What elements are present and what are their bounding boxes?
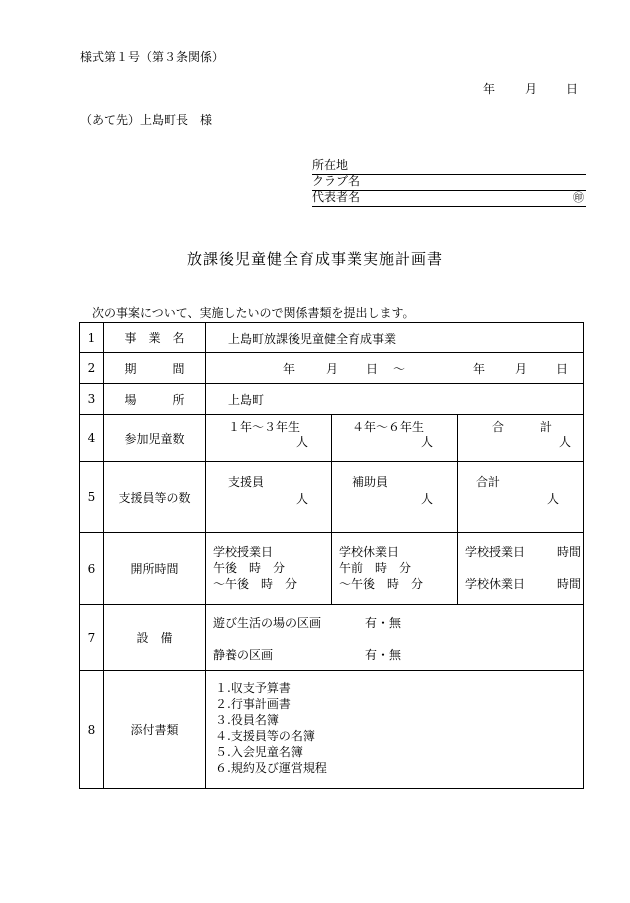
unit-people: 人 [421,435,434,449]
row-facilities [80,605,584,671]
facilities-value[interactable] [206,605,584,671]
row-staff [80,462,584,533]
assistant-label: 補助員 [352,475,389,489]
row-label: 開所時間 [104,533,206,605]
row-number: 4 [80,415,104,462]
row-period [80,353,584,384]
staff-count-cells [206,462,584,533]
row-number: 5 [80,462,104,533]
row-label: 参加児童数 [104,415,206,462]
play-area-option[interactable]: 有・無 [365,616,402,630]
close-time: ～午後 時 分 [213,577,298,591]
school-day-label: 学校授業日 [465,545,526,559]
row-label: 添付書類 [104,671,206,789]
holiday-label: 学校休業日 [465,577,526,591]
grade-1-3-label: １年～３年生 [228,420,301,434]
attachment-item: ３.役員名簿 [215,713,279,727]
project-name-text: 上島町放課後児童健全育成事業 [228,331,397,346]
row-number: 2 [80,353,104,384]
rest-area-label: 静養の区画 [213,648,274,662]
open-time: 午後 時 分 [213,561,286,575]
children-total-label: 合 計 [492,420,553,434]
form-number: 様式第１号（第３条関係） [80,50,225,64]
period-start-day: 日 [366,362,379,376]
attachments-list [206,671,584,789]
attachment-item: ５.入会児童名簿 [215,745,303,759]
row-label: 支援員等の数 [104,462,206,533]
staff-total-label: 合計 [476,475,501,489]
children-total-cell[interactable] [457,415,583,461]
row-project-name [80,323,584,353]
seal-mark: ㊞ [573,191,584,204]
school-day-label: 学校授業日 [213,545,274,559]
addressee: （あて先）上島町長 様 [80,113,213,127]
period-end-day: 日 [556,362,569,376]
period-tilde: ～ [393,362,406,376]
holiday-label: 学校休業日 [339,545,400,559]
children-count-cells [206,415,584,462]
grade-4-6-label: ４年～６年生 [352,420,425,434]
period-value[interactable] [206,353,584,384]
location-label: 所在地 [312,158,349,172]
supporter-cell[interactable] [206,462,331,532]
close-time: ～午後 時 分 [339,577,424,591]
staff-total-cell[interactable] [457,462,583,532]
attachment-item: ４.支援員等の名簿 [215,729,315,743]
play-area-label: 遊び生活の場の区画 [213,616,322,630]
attachment-item: ２.行事計画書 [215,697,291,711]
row-label: 期 間 [104,353,206,384]
plan-table [79,322,584,789]
row-label: 事 業 名 [104,323,206,353]
grade-1-3-cell[interactable] [206,415,331,461]
row-children [80,415,584,462]
place-value[interactable] [206,384,584,415]
date-day: 日 [566,82,579,96]
unit-people: 人 [296,435,309,449]
row-number: 8 [80,671,104,789]
row-hours [80,533,584,605]
place-text: 上島町 [228,393,265,407]
unit-people: 人 [421,492,434,506]
row-number: 6 [80,533,104,605]
open-time: 午前 時 分 [339,561,412,575]
row-number: 1 [80,323,104,353]
hours-cells [206,533,584,605]
period-start-year: 年 [283,362,296,376]
project-name-value[interactable] [206,323,584,353]
unit-people: 人 [559,435,572,449]
rest-area-option[interactable]: 有・無 [365,648,402,662]
row-place [80,384,584,415]
attachment-item: ６.規約及び運営規程 [215,761,327,775]
supporter-label: 支援員 [228,475,265,489]
row-attachments [80,671,584,789]
intro-text: 次の事案について、実施したいので関係書類を提出します。 [92,306,415,320]
period-start-month: 月 [326,362,339,376]
hours-unit: 時間 [557,577,582,591]
total-hours-cell[interactable] [457,533,583,604]
period-end-year: 年 [473,362,486,376]
period-end-month: 月 [515,362,528,376]
row-label: 設 備 [104,605,206,671]
grade-4-6-cell[interactable] [331,415,457,461]
assistant-cell[interactable] [331,462,457,532]
document-title: 放課後児童健全育成事業実施計画書 [186,250,443,268]
attachment-item: １.収支予算書 [215,681,291,695]
school-day-hours-cell[interactable] [206,533,331,604]
holiday-hours-cell[interactable] [331,533,457,604]
date-year: 年 [483,82,496,96]
unit-people: 人 [547,492,560,506]
unit-people: 人 [296,492,309,506]
date-month: 月 [525,82,538,96]
row-number: 3 [80,384,104,415]
row-number: 7 [80,605,104,671]
representative-line[interactable] [312,190,586,207]
representative-label: 代表者名 [312,190,361,204]
club-name-label: クラブ名 [312,174,361,188]
hours-unit: 時間 [557,545,582,559]
row-label: 場 所 [104,384,206,415]
